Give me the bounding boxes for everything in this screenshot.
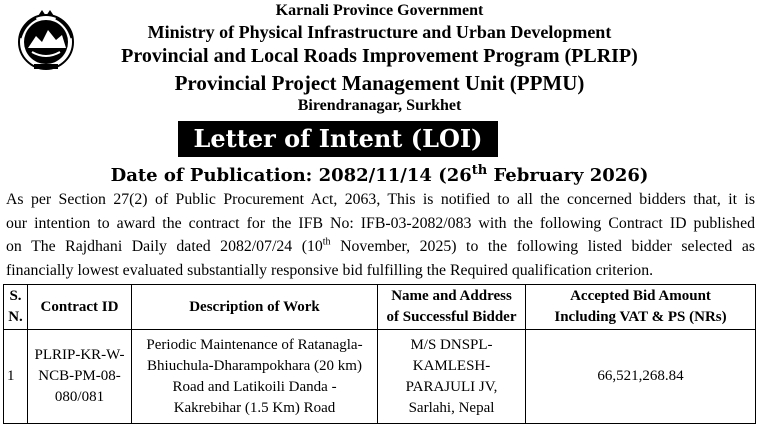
table-header-row	[4, 285, 756, 330]
cell-amount: 66,521,268.84	[526, 330, 756, 424]
publication-date	[0, 163, 759, 186]
header-amount-line: Accepted Bid Amount	[570, 288, 711, 304]
bidder-line: PARAJULI JV,	[405, 378, 498, 395]
contract-id-line: NCB-PM-08-	[38, 368, 121, 384]
header-program: Provincial and Local Roads Improvement Program (PLRIP)	[121, 45, 638, 67]
description-line: Bhiuchula-Dharampokhara (20 km)	[147, 357, 362, 374]
header-unit: Provincial Project Management Unit (PPMU)	[174, 71, 585, 95]
cell-bidder	[378, 330, 526, 424]
header-contract-id: Contract ID	[28, 285, 132, 330]
description-line: Kakrebihar (1.5 Km) Road	[173, 399, 336, 416]
header-sn-line: S.	[9, 288, 22, 304]
notice-line-3b: November, 2025) to the following listed bidder selected as	[330, 238, 755, 255]
publication-date-prefix: Date of Publication: 2082/11/14 (26	[110, 165, 472, 186]
description-line: Road and Latikoili Danda -	[172, 378, 337, 395]
header-ministry: Ministry of Physical Infrastructure and Urban Development	[147, 22, 612, 42]
notice-paragraph	[6, 188, 755, 282]
header-bidder-line: Name and Address	[391, 288, 512, 304]
loi-table	[3, 284, 756, 424]
document-title: Letter of Intent (LOI)	[178, 121, 498, 157]
bidder-line: Sarlahi, Nepal	[408, 399, 495, 416]
header-amount-line: Including VAT & PS (NRs)	[554, 309, 727, 325]
header-description: Description of Work	[132, 285, 378, 330]
header-amount	[526, 285, 756, 330]
table-row	[4, 330, 756, 424]
header-sn-line: N.	[8, 309, 23, 325]
publication-date-sup: th	[471, 163, 488, 178]
contract-id-line: 080/081	[54, 389, 105, 405]
publication-date-suffix: February 2026)	[487, 165, 649, 186]
contract-id-line: PLRIP-KR-W-	[34, 347, 125, 363]
header-government: Karnali Province Government	[275, 2, 484, 19]
bidder-line: KAMLESH-	[412, 357, 491, 374]
header-bidder-line: of Successful Bidder	[386, 309, 517, 325]
notice-line-3-sup: th	[322, 236, 331, 248]
header-location: Birendranagar, Surkhet	[297, 97, 462, 114]
cell-description	[132, 330, 378, 424]
notice-line-3a: on The Rajdhani Daily dated 2082/07/24 (10	[6, 238, 323, 255]
header-bidder	[378, 285, 526, 330]
notice-line-4: financially lowest evaluated substantially responsive bid fulfilling the Required qualification criterion.	[6, 261, 654, 279]
notice-line-2: our intention to award the contract for the IFB No: IFB-03-2082/083 with the following Contract ID published	[6, 214, 755, 232]
cell-contract-id	[28, 330, 132, 424]
description-line: Periodic Maintenance of Ratanagla-	[146, 336, 363, 353]
bidder-line: M/S DNSPL-	[410, 336, 493, 353]
header-sn	[4, 285, 28, 330]
notice-line-1: As per Section 27(2) of Public Procurement Act, 2063, This is notified to all the concerned bidders that, it is	[6, 191, 755, 208]
notice-line-3	[6, 235, 755, 259]
cell-sn: 1	[4, 330, 28, 424]
